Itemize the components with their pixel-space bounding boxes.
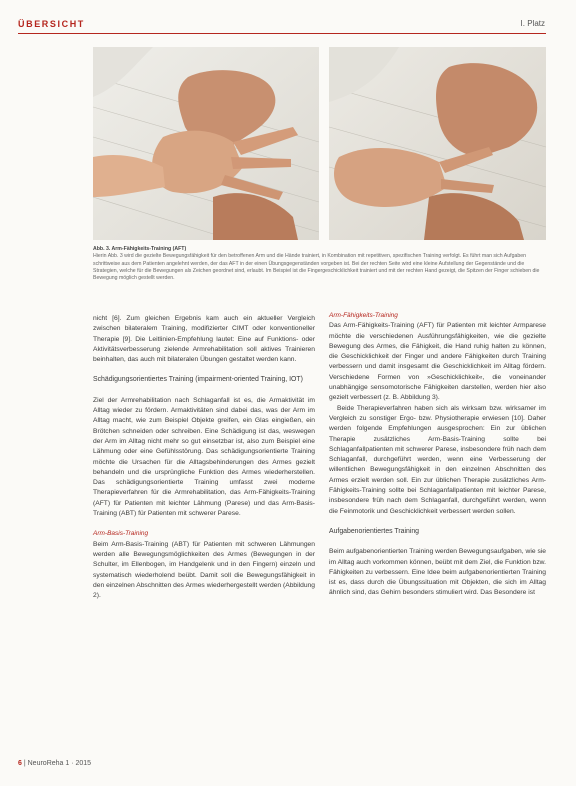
left-column (93, 314, 315, 601)
page-header (0, 0, 576, 46)
paragraph: nicht [6]. Zum gleichen Ergebnis kam auch ein aktueller Vergleich zwischen bilateralem Training, modifizierter CIMT oder konventioneller Therapie [9]. Die Leitlinien-Empfehlung lautet: Eine auf Funktions- oder Aktivitätsverbesserung zielende Armrehabilitation soll aktives Trainieren beinhalten, das auch mit bilateralen Übungen gestaltet werden kann. (93, 315, 315, 364)
subheading: Arm-Fähigkeits-Training (329, 312, 398, 319)
paragraph: Das Arm-Fähigkeits-Training (AFT) für Patienten mit leichter Armparese möchte die verschiedenen Ausführungsfähigkeiten, wie die gezielte Bewegung des Armes, die Fähigkeit, die Hand ruhig halten zu können, die Geschicklichkeit der Finger und andere Fähigkeiten durch Training verbessern und damit insgesamt die Geschicklichkeit im Alltag fördern. Verschiedene Formen von »Geschicklichkeit«, die voneinander unabhängige sensomotorische Fähigkeiten darstellen, werden hier also gezielt verbessert (z. B. Abbildung 3). (329, 322, 546, 402)
page-footer: 6 | NeuroReha 1 · 2015 (18, 760, 92, 767)
paragraph: Beim Arm-Basis-Training (ABT) für Patienten mit schweren Lähmungen werden alle Bewegungsmöglichkeiten des Armes (Bewegungen in der Schulter, im Ellenbogen, im Handgelenk und in den Fingern) einzeln und systematisch wiederholend beübt. Damit soll die Bewegungsfähigkeit in den einzelnen Abschnitten des Armes wiederhergestellt werden (Abbildung 2). (93, 540, 315, 600)
paragraph: Beide Therapieverfahren haben sich als wirksam bzw. wirksamer im Vergleich zu sonstiger Ergo- bzw. Physiotherapie erwiesen [10]. Daher werden folgende Empfehlungen ausgesprochen: Ein zur üblichen Therapie zusätzliches Arm-Basis-Training sollte bei Schlaganfallpatienten mit schwerer Parese, insbesondere früh nach dem Schlaganfall, durchgeführt werden, wenn eine Verbesserung der willentlichen Bewegungsfähigkeit in den einzelnen Abschnitten des Armes erzielt werden soll. Ein zur üblichen Therapie zusätzliches Arm-Fähigkeits-Training sollte bei Schlaganfallpatienten mit leichter Parese, insbesondere früh nach dem Schlaganfall, durchgeführt werden, wenn die Feinmotorik und Geschicklichkeit verbessert werden sollen. (329, 404, 546, 515)
section-heading: Schädigungsorientiertes Training (impairment-oriented Training, IOT) (93, 376, 303, 384)
paragraph: Beim aufgabenorientierten Training werden Bewegungsaufgaben, wie sie im Alltag auch vorkommen können, beübt mit dem Ziel, die Funktion bzw. Fähigkeiten zu verbessern. Eine Idee beim aufgabenorientierten Training ist es, dass durch die Übungssituation mit Objekten, die sich im Alltag ähnlich sind, das Gehirn besonders stimuliert wird. Das Besondere ist (329, 548, 546, 597)
section-heading: Aufgabenorientiertes Training (329, 527, 420, 535)
right-column (329, 311, 546, 599)
section-title: ÜBERSICHT (18, 19, 85, 29)
subheading: Arm-Basis-Training (93, 530, 149, 538)
hands-photo-left (93, 47, 319, 240)
paragraph: Ziel der Armrehabilitation nach Schlaganfall ist es, die Armaktivität im Alltag wieder zu fördern. Armaktivitäten sind dabei das, was der Arm im Alltag macht, wie zum Beispiel Objekte greifen, ein Glas eingießen, ein Brötchen schneiden oder schreiben. Eine Schädigung ist das, weswegen der Arm im Alltag nicht mehr so gut einsetzbar ist, also zum Beispiel eine Lähmung oder eine Gefühlsstörung. Das schädigungsorientierte Training möchte die Ursachen für die Alltagsbehinderungen des Armes gezielt behandeln und die ursprüngliche Funktion des Armes wiederherstellen. Das schädigungsorientierte Training umfasst zwei moderne Therapieverfahren für die Armrehabilitation, das Arm-Fähigkeits-Training (AFT) für Patienten mit leichter Lähmung (Parese) und das Arm-Basis-Training (ABT) für Patienten mit schwerer Parese. (93, 396, 315, 518)
caption-text: Hierin Abb. 3 wird die gezielte Bewegungsfähigkeit für den betroffenen Arm und die Hände trainiert, in Kombination mit repetitiven, spezifischen Training verfolgt. Es führt man sich Aufgaben schrittweise aus dem Patienten angelehnt werden, der das AFT in der einen Übungsgegenständen vorgeben ist. Bei der rechten Seite wird eine kleine Aufstellung der Gegenstände und die Strategien, welche für die Bewegungen als Zeichen geordnet sind, erlaubt. Im Beispiel ist die Fingergeschicklichkeit trainiert und mit der rechten Hand gezeigt, die Spitzen der Finger schieben die Bewegung möglich gestellt werden. (93, 253, 540, 282)
figure-caption (93, 246, 547, 282)
page-number: 6 (18, 760, 22, 767)
header-rule (18, 33, 546, 34)
hands-photo-right (329, 47, 546, 240)
running-title: I. Platz (520, 19, 545, 28)
caption-label: Abb. 3. Arm-Fähigkeits-Training (AFT) (93, 246, 187, 252)
journal-name: NeuroReha 1 · 2015 (27, 760, 92, 767)
